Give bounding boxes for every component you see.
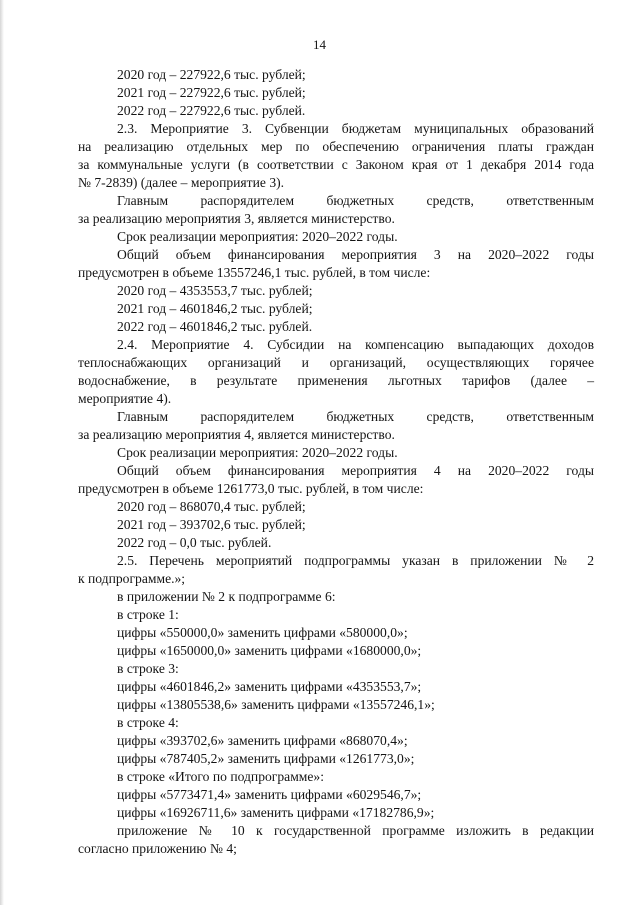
text-line: предусмотрен в объеме 1261773,0 тыс. рублей, в том числе: — [78, 481, 424, 496]
text-line: цифры «4601846,2» заменить цифрами «4353553,7»; — [117, 679, 422, 694]
text-line: 2.5. Перечень мероприятий подпрограммы указан в приложении № 2 — [117, 553, 594, 568]
text-line: 2020 год – 4353553,7 тыс. рублей; — [117, 283, 313, 298]
text-line: Главным распорядителем бюджетных средств, ответственным — [117, 193, 594, 208]
text-line: цифры «5773471,4» заменить цифрами «6029546,7»; — [117, 787, 422, 802]
text-line: согласно приложению № 4; — [78, 841, 237, 856]
text-line: за реализацию мероприятия 4, является министерство. — [78, 427, 395, 442]
text-line: 2022 год – 227922,6 тыс. рублей. — [117, 103, 306, 118]
text-line: цифры «13805538,6» заменить цифрами «13557246,1»; — [117, 697, 435, 712]
text-line: Срок реализации мероприятия: 2020–2022 годы. — [117, 445, 398, 460]
text-line: 2021 год – 393702,6 тыс. рублей; — [117, 517, 306, 532]
text-line: цифры «393702,6» заменить цифрами «868070,4»; — [117, 733, 408, 748]
text-line: на реализацию отдельных мер по обеспечению ограничения платы граждан — [78, 139, 594, 154]
text-line: за коммунальные услуги (в соответствии с Законом края от 1 декабря 2014 года — [78, 157, 594, 172]
text-line: 2.3. Мероприятие 3. Субвенции бюджетам муниципальных образований — [117, 121, 594, 136]
text-line: 2022 год – 0,0 тыс. рублей. — [117, 535, 272, 550]
text-line: к подпрограмме.»; — [78, 571, 186, 586]
text-line: цифры «550000,0» заменить цифрами «580000,0»; — [117, 625, 408, 640]
text-line: цифры «16926711,6» заменить цифрами «17182786,9»; — [117, 805, 435, 820]
text-line: Общий объем финансирования мероприятия 4 на 2020–2022 годы — [117, 463, 594, 478]
text-line: Срок реализации мероприятия: 2020–2022 годы. — [117, 229, 398, 244]
text-line: приложение № 10 к государственной программе изложить в редакции — [117, 823, 594, 838]
text-line: 2021 год – 4601846,2 тыс. рублей; — [117, 301, 313, 316]
text-line: в строке 1: — [117, 607, 179, 622]
text-line: теплоснабжающих организаций и организаций, осуществляющих горячее — [78, 355, 594, 370]
text-line: 2.4. Мероприятие 4. Субсидии на компенсацию выпадающих доходов — [117, 337, 594, 352]
text-line: цифры «787405,2» заменить цифрами «1261773,0»; — [117, 751, 415, 766]
text-line: предусмотрен в объеме 13557246,1 тыс. рублей, в том числе: — [78, 265, 431, 280]
text-line: Главным распорядителем бюджетных средств, ответственным — [117, 409, 594, 424]
scan-edge-shadow — [0, 0, 4, 905]
text-line: № 7-2839) (далее – мероприятие 3). — [78, 175, 285, 190]
page-number: 14 — [313, 37, 326, 52]
text-line: цифры «1650000,0» заменить цифрами «1680000,0»; — [117, 643, 422, 658]
text-line: водоснабжение, в результате применения льготных тарифов (далее – — [78, 373, 594, 388]
text-line: 2020 год – 868070,4 тыс. рублей; — [117, 499, 306, 514]
text-line: в строке 3: — [117, 661, 179, 676]
text-line: мероприятие 4). — [78, 391, 172, 406]
text-line: 2022 год – 4601846,2 тыс. рублей. — [117, 319, 313, 334]
text-line: Общий объем финансирования мероприятия 3 на 2020–2022 годы — [117, 247, 594, 262]
text-line: в приложении № 2 к подпрограмме 6: — [117, 589, 336, 604]
text-line: в строке «Итого по подпрограмме»: — [117, 769, 325, 784]
text-line: 2020 год – 227922,6 тыс. рублей; — [117, 67, 306, 82]
text-line: за реализацию мероприятия 3, является министерство. — [78, 211, 395, 226]
text-line: 2021 год – 227922,6 тыс. рублей; — [117, 85, 306, 100]
text-line: в строке 4: — [117, 715, 179, 730]
